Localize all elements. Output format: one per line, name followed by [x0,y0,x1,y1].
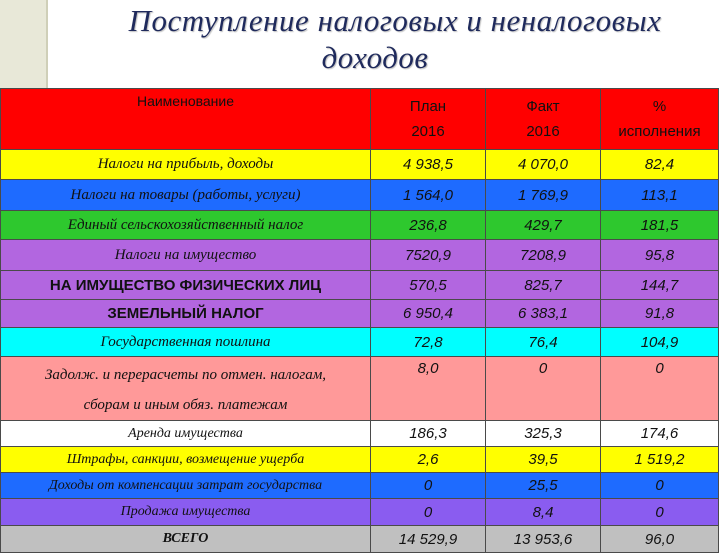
row-name: НА ИМУЩЕСТВО ФИЗИЧЕСКИХ ЛИЦ [1,271,371,300]
row-percent: 0 [601,357,719,421]
page-title [0,0,720,88]
table-row [1,473,719,499]
row-percent: 181,5 [601,211,719,240]
table-total-row [1,526,719,553]
row-fact: 429,7 [486,211,601,240]
row-plan: 2,6 [371,447,486,473]
row-plan: 1 564,0 [371,180,486,211]
row-percent: 144,7 [601,271,719,300]
row-percent: 96,0 [601,526,719,553]
row-fact: 7208,9 [486,240,601,271]
table-row [1,300,719,328]
row-percent: 82,4 [601,150,719,180]
row-plan: 0 [371,499,486,526]
header-percent-sign: % [652,98,667,115]
header-name: Наименование [1,89,371,150]
row-name: Штрафы, санкции, возмещение ущерба [1,447,371,473]
row-fact: 39,5 [486,447,601,473]
row-plan: 186,3 [371,421,486,447]
row-plan: 14 529,9 [371,526,486,553]
row-percent: 174,6 [601,421,719,447]
table-row [1,211,719,240]
header-fact [486,89,601,150]
table-row [1,328,719,357]
row-name: Налоги на товары (работы, услуги) [1,180,371,211]
row-percent: 1 519,2 [601,447,719,473]
row-name: ЗЕМЕЛЬНЫЙ НАЛОГ [1,300,371,328]
row-percent: 91,8 [601,300,719,328]
row-name: Задолж. и перерасчеты по отмен. налогам, [44,367,327,383]
header-percent [601,89,719,150]
row-name-multiline [1,357,371,421]
row-plan: 7520,9 [371,240,486,271]
row-fact: 0 [486,357,601,421]
title-line-2: доходов [321,40,429,75]
row-percent: 0 [601,499,719,526]
table-row [1,357,719,421]
table-row [1,421,719,447]
header-plan-year: 2016 [411,123,445,140]
header-percent-label: исполнения [618,123,701,140]
row-name: Доходы от компенсации затрат государства [1,473,371,499]
row-plan: 6 950,4 [371,300,486,328]
table-row [1,180,719,211]
row-percent: 113,1 [601,180,719,211]
row-name: Налоги на имущество [1,240,371,271]
table-row [1,150,719,180]
row-fact: 8,4 [486,499,601,526]
row-plan: 0 [371,473,486,499]
header-fact-label: Факт [526,98,560,115]
header-plan [371,89,486,150]
row-fact: 825,7 [486,271,601,300]
row-plan: 236,8 [371,211,486,240]
row-percent: 104,9 [601,328,719,357]
row-fact: 6 383,1 [486,300,601,328]
row-name: Государственная пошлина [1,328,371,357]
table-row [1,447,719,473]
row-fact: 13 953,6 [486,526,601,553]
row-fact: 25,5 [486,473,601,499]
row-plan: 4 938,5 [371,150,486,180]
row-percent: 0 [601,473,719,499]
row-name-continued: сборам и иным обяз. платежам [83,397,288,413]
header-plan-label: План [409,98,447,115]
header-fact-year: 2016 [526,123,560,140]
row-name: Налоги на прибыль, доходы [1,150,371,180]
row-name: ВСЕГО [1,526,371,553]
row-percent: 95,8 [601,240,719,271]
table-row [1,499,719,526]
row-name: Единый сельскохозяйственный налог [1,211,371,240]
revenue-table [0,88,719,553]
table-row [1,240,719,271]
row-fact: 325,3 [486,421,601,447]
row-fact: 4 070,0 [486,150,601,180]
row-plan: 72,8 [371,328,486,357]
row-name: Продажа имущества [1,499,371,526]
row-name: Аренда имущества [1,421,371,447]
row-fact: 76,4 [486,328,601,357]
row-fact: 1 769,9 [486,180,601,211]
row-plan: 8,0 [371,357,486,421]
table-row [1,271,719,300]
row-plan: 570,5 [371,271,486,300]
title-line-1: Поступление налоговых и неналоговых [128,3,662,38]
table-header-row [1,89,719,150]
